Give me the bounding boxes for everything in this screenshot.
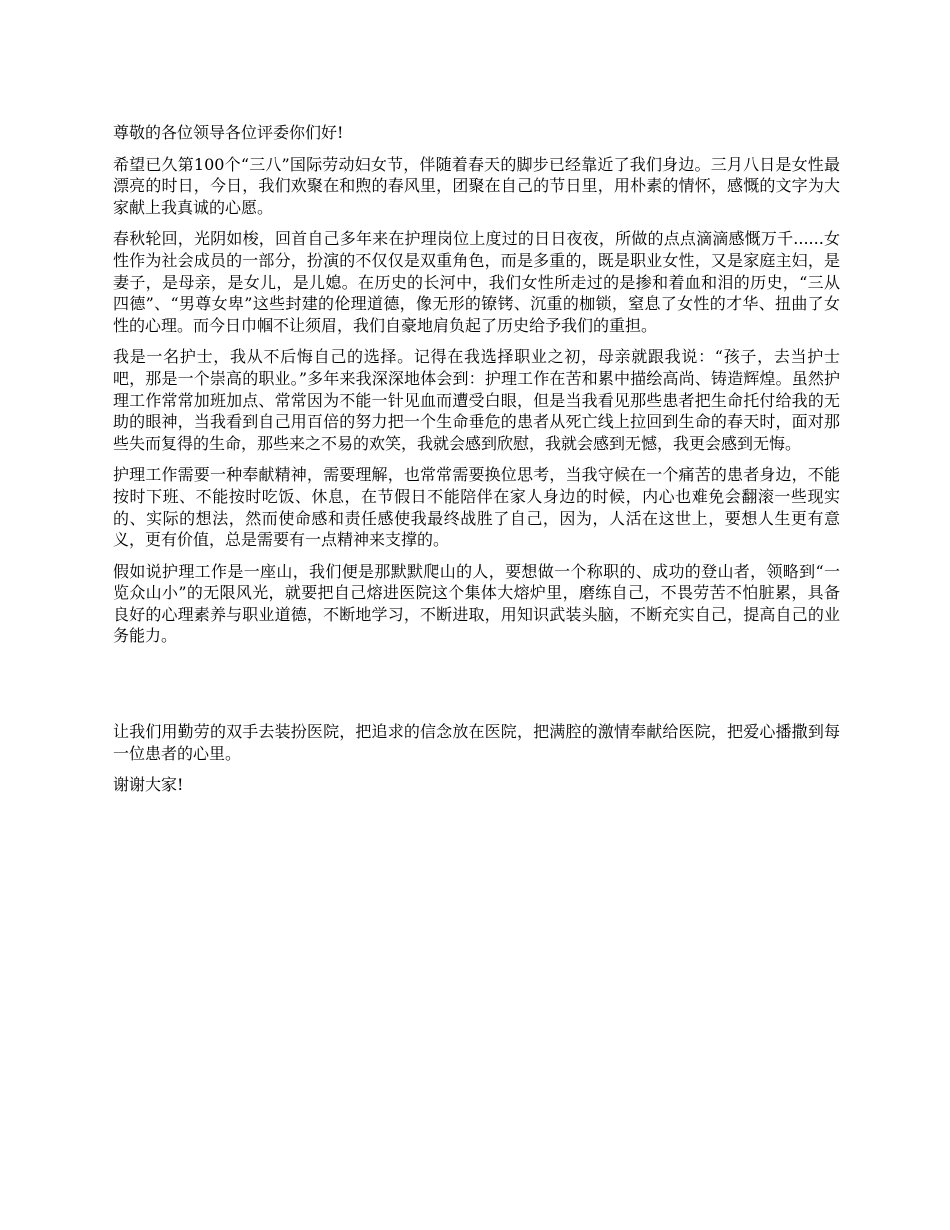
greeting-line: 尊敬的各位领导各位评委你们好! — [113, 123, 344, 142]
paragraph-reflection: 春秋轮回，光阴如梭，回首自己多年来在护理岗位上度过的日日夜夜，所做的点点滴滴感慨万千......女性作为社会成员的一部分，扮演的不仅仅是双重角色，而是多重的，既是职业女性，又是家庭主妇，是妻子，是母亲，是女儿，是儿媳。在历史的长河中，我们女性所走过的是掺和着血和泪的历史，“三从四德”、“男尊女卑”这些封建的伦理道德，像无形的镣铐、沉重的枷锁，窒息了女性的才华、扭曲了女性的心理。而今日巾帼不让须眉，我们自豪地肩负起了历史给予我们的重担。 — [113, 229, 840, 335]
paragraph-womens-day: 希望已久第100个“三八”国际劳动妇女节，伴随着春天的脚步已经靠近了我们身边。三月八日是女性最漂亮的时日，今日，我们欢聚在和煦的春风里，团聚在自己的节日里，用朴素的情怀，感慨的文字为大家献上我真诚的心愿。 — [113, 154, 840, 217]
paragraph-closing: 让我们用勤劳的双手去装扮医院，把追求的信念放在医院，把满腔的激情奉献给医院，把爱心播撒到每一位患者的心里。 — [113, 722, 840, 763]
thanks-line: 谢谢大家! — [113, 775, 184, 795]
paragraph-nurse-choice: 我是一名护士，我从不后悔自己的选择。记得在我选择职业之初，母亲就跟我说：“孩子，去当护士吧，那是一个崇高的职业。”多年来我深深地体会到：护理工作在苦和累中描绘高尚、铸造辉煌。虽然护理工作常常加班加点、常常因为不能一针见血而遭受白眼，但是当我看见那些患者把生命托付给我的无助的眼神，当我看到自己用百倍的努力把一个生命垂危的患者从死亡线上拉回到生命的春天时，面对那些失而复得的生命，那些来之不易的欢笑，我就会感到欣慰，我就会感到无憾，我更会感到无悔。 — [113, 347, 840, 453]
paragraph-dedication: 护理工作需要一种奉献精神，需要理解，也常常需要换位思考，当我守候在一个痛苦的患者身边，不能按时下班、不能按时吃饭、休息，在节假日不能陪伴在家人身边的时候，内心也难免会翻滚一些现实的、实际的想法，然而使命感和责任感使我最终战胜了自己，因为，人活在这世上，要想人生更有意义，更有价值，总是需要有一点精神来支撑的。 — [113, 465, 840, 550]
paragraph-mountain: 假如说护理工作是一座山，我们便是那默默爬山的人，要想做一个称职的、成功的登山者，领略到“一览众山小”的无限风光，就要把自己熔进医院这个集体大熔炉里，磨练自己，不畏劳苦不怕脏累，具备良好的心理素养与职业道德，不断地学习，不断进取，用知识武装头脑，不断充实自己，提高自己的业务能力。 — [113, 561, 840, 646]
blank-space — [113, 657, 840, 721]
document-page — [113, 122, 840, 806]
